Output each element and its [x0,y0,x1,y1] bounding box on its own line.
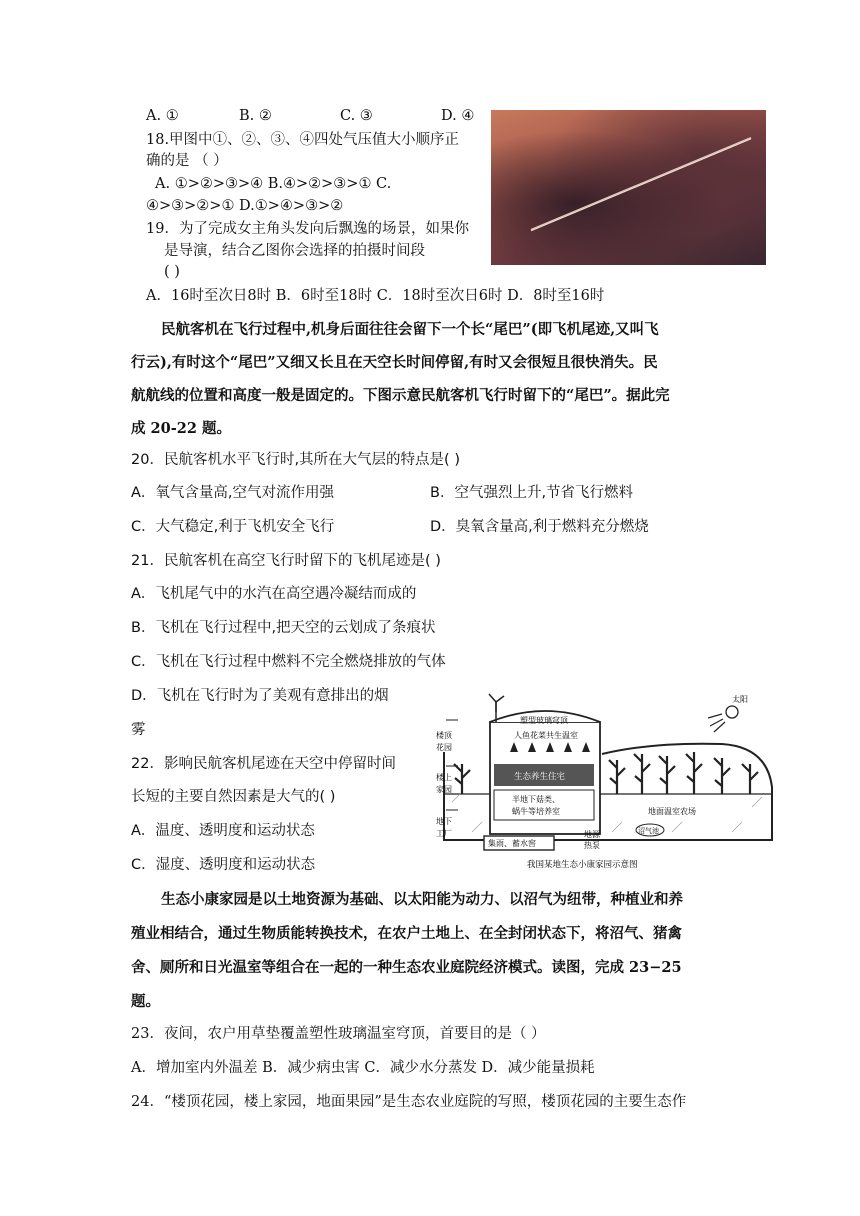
diagram-house-label: 生态养生住宅 [514,772,566,782]
q19-options: A．16时至次日8时 B．6时至18时 C．18时至次日6时 D．8时至16时 [146,288,605,304]
q24-stem: 24．“楼顶花园，楼上家园，地面果园”是生态农业庭院的写照，楼顶花园的主要生态作 [131,1094,687,1110]
diagram-left-top-1: 楼顶 [436,731,452,740]
q20-option-b: B．空气强烈上升,节省飞行燃料 [430,485,634,501]
q19-stem-line1: 19．为了完成女主角头发向后飘逸的场景，如果你 [146,221,469,237]
q21-option-d-line2: 雾 [131,722,146,738]
q17-option-c: C. ③ [340,108,373,124]
contrail-photo [491,110,766,265]
passage1-line4: 成 20-22 题。 [131,420,231,437]
q22-stem-line1: 22．影响民航客机尾迹在天空中停留时间 [131,756,396,772]
passage2-line4: 题。 [131,993,160,1010]
passage2-line2: 殖业相结合，通过生物质能转换技术，在农户土地上、在全封闭状态下，将沼气、猪禽 [131,925,682,942]
q22-option-a: A．温度、透明度和运动状态 [131,823,315,839]
diagram-sun-label: 太阳 [732,695,748,704]
q17-option-d: D. ④ [441,108,475,124]
diagram-left-mid-2: 家园 [436,785,452,794]
diagram-left-bottom-2: 工厂 [436,829,452,838]
diagram-water-label: 集雨、蓄水窖 [488,839,536,848]
q17-option-b: B. ② [239,108,272,124]
q21-option-b: B．飞机在飞行过程中,把天空的云划成了条痕状 [131,620,436,636]
q21-option-c: C．飞机在飞行过程中燃料不完全燃烧排放的气体 [131,654,446,670]
q20-option-c: C．大气稳定,利于飞机安全飞行 [131,519,335,535]
q22-stem-line2: 长短的主要自然因素是大气的( ) [131,789,336,805]
diagram-farm-label: 地面温室农场 [648,807,696,816]
q23-options: A．增加室内外温差 B．减少病虫害 C．减少水分蒸发 D．减少能量损耗 [131,1060,595,1076]
q21-option-d-line1: D．飞机在飞行时为了美观有意排出的烟 [131,688,389,704]
diagram-left-top-2: 花园 [436,743,452,752]
q21-stem: 21．民航客机在高空飞行时留下的飞机尾迹是( ) [131,553,441,569]
passage2-line1: 生态小康家园是以土地资源为基础、以太阳能为动力、以沼气为纽带，种植业和养 [161,891,683,908]
q18-options-line2: ④>③>②>① D.①>④>③>② [146,198,344,214]
passage2-line3: 舍、厕所和日光温室等组合在一起的一种生态农业庭院经济模式。读图，完成 23−25 [131,959,682,976]
passage1-line3: 航航线的位置和高度一般是固定的。下图示意民航客机飞行时留下的“尾巴”。据此完 [131,387,670,404]
q20-option-a: A．氧气含量高,空气对流作用强 [131,485,335,501]
diagram-left-bottom-1: 地下 [436,817,452,826]
q18-stem-line1: 18.甲图中①、②、③、④四处气压值大小顺序正 [146,132,460,148]
q23-stem: 23．夜间，农户用草垫覆盖塑性玻璃温室穹顶，首要目的是（ ） [131,1026,546,1042]
passage1-line1: 民航客机在飞行过程中,机身后面往往会留下一个长“尾巴”(即飞机尾迹,又叫飞 [161,321,659,338]
diagram-caption: 我国某地生态小康家园示意图 [527,860,638,870]
diagram-biogas-label: 沼气池 [638,827,659,835]
diagram-basement-label-1: 半地下菇类、 [512,795,560,804]
q22-option-c: C．湿度、透明度和运动状态 [131,857,316,873]
q21-option-a: A．飞机尾气中的水汽在高空遇冷凝结而成的 [131,586,417,602]
eco-home-diagram [432,692,787,872]
q19-stem-line2: 是导演，结合乙图你会选择的拍摄时间段 [164,243,425,259]
q18-stem-line2: 确的是 （ ） [146,153,228,169]
diagram-left-mid-1: 楼上 [436,773,452,782]
q20-stem: 20．民航客机水平飞行时,其所在大气层的特点是( ) [131,452,460,468]
q18-options-line1: A. ①>②>③>④ B.④>②>③>① C. [155,176,392,192]
diagram-greenhouse-label: 人鱼花菜共生温室 [514,731,578,740]
passage1-line2: 行云),有时这个“尾巴”又细又长且在天空长时间停留,有时又会很短且很快消失。民 [131,354,658,371]
q20-option-d: D．臭氧含量高,利于燃料充分燃烧 [430,519,649,535]
q17-option-a: A. ① [146,108,179,124]
diagram-geo-label-1: 地源 [584,830,600,839]
diagram-geo-label-2: 热泵 [584,841,600,850]
diagram-dome-label: 塑型玻璃穹顶 [520,716,568,725]
q19-stem-line3: ( ) [164,264,180,280]
diagram-basement-label-2: 蜗牛等培养室 [512,807,560,816]
